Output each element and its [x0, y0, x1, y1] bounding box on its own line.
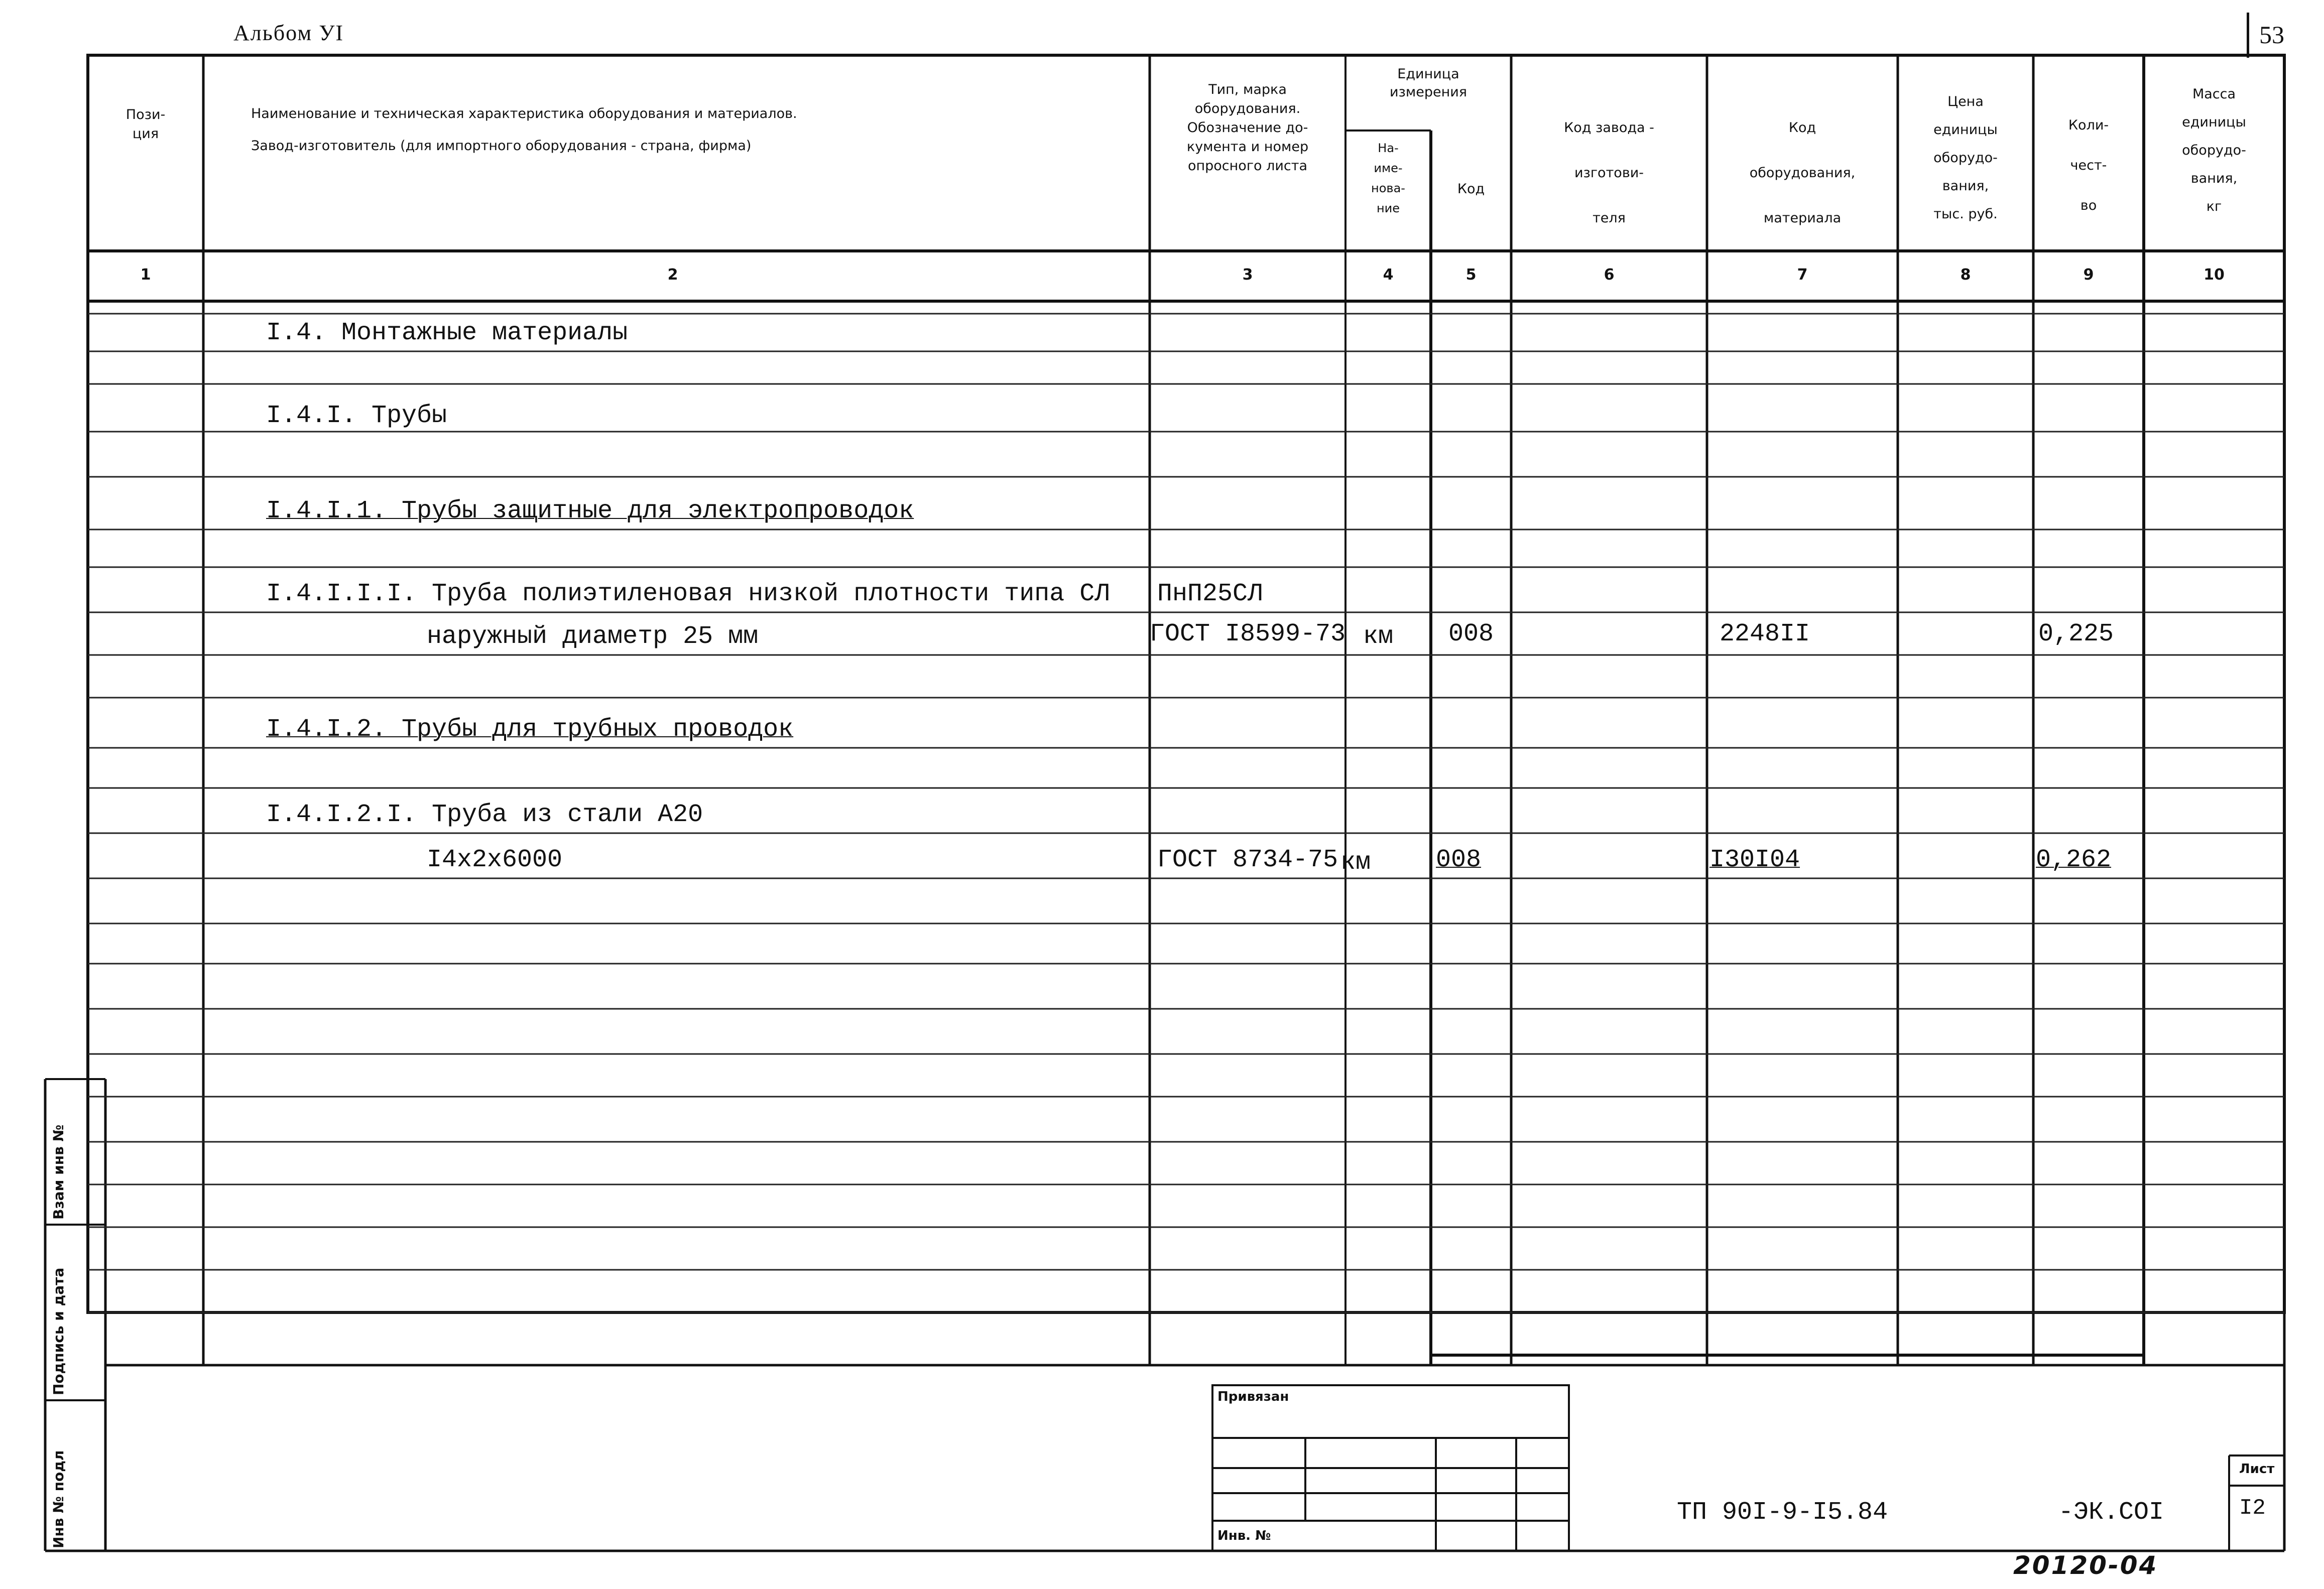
- col-number-4: 4: [1383, 266, 1394, 284]
- row-item-steel-pipe-unit-code: 008: [1436, 846, 1482, 874]
- album-label: Альбом УI: [233, 21, 344, 45]
- col-number-8: 8: [1960, 266, 1971, 284]
- row-item-steel-pipe-size: I4x2x6000: [427, 846, 563, 874]
- col-header-unit-group: Единица измерения: [1389, 66, 1467, 100]
- row-item-pe-pipe-diameter: наружный диаметр 25 мм: [427, 622, 759, 651]
- col-header-material-code: Код оборудования, материала: [1749, 120, 1856, 226]
- row-heading-tube-wiring-pipes: I.4.I.2. Трубы для трубных проводок: [266, 715, 794, 744]
- row-item-pe-pipe-material-code: 2248II: [1720, 620, 1810, 648]
- row-heading-pipes: I.4.I. Трубы: [266, 402, 447, 430]
- side-label-replace-inv: Взам инв №: [50, 1124, 67, 1220]
- col-number-3: 3: [1242, 266, 1253, 284]
- col-header-price: Цена единицы оборудо- вания, тыс. руб.: [1933, 94, 1998, 222]
- col-header-factory-code: Код завода - изготови- теля: [1564, 120, 1654, 226]
- col-number-6: 6: [1604, 266, 1615, 284]
- side-label-signature-date: Подпись и дата: [50, 1267, 67, 1395]
- col-number-5: 5: [1465, 266, 1477, 284]
- row-item-pe-pipe-unit-code: 008: [1448, 620, 1494, 648]
- col-number-7: 7: [1797, 266, 1808, 284]
- col-header-position: Пози- ция: [126, 107, 166, 142]
- row-item-steel-pipe-name: I.4.I.2.I. Труба из стали А20: [266, 801, 703, 829]
- page-number: 53: [2259, 21, 2284, 49]
- col-header-unit-name: На- име- нова- ние: [1371, 141, 1405, 215]
- stamp-inv-label: Инв. №: [1217, 1528, 1271, 1543]
- stamp-sheet-label: Лист: [2239, 1462, 2275, 1477]
- row-item-pe-pipe-name: I.4.I.I.I. Труба полиэтиленовая низкой плотности типа СЛ: [266, 580, 1110, 608]
- stamp-sheet-value: I2: [2239, 1496, 2266, 1521]
- stamp-privyazan-label: Привязан: [1217, 1389, 1289, 1404]
- row-heading-montage-materials: I.4. Монтажные материалы: [266, 319, 628, 347]
- row-item-pe-pipe-quantity: 0,225: [2038, 620, 2114, 648]
- row-item-steel-pipe-quantity: 0,262: [2036, 846, 2112, 874]
- side-label-inv-original: Инв № подл: [50, 1450, 67, 1548]
- row-item-pe-pipe-type: ПнП25СЛ: [1157, 580, 1263, 608]
- col-header-unit-code: Код: [1457, 181, 1485, 197]
- row-item-pe-pipe-standard: ГОСТ I8599-73: [1150, 620, 1346, 648]
- col-header-type: Тип, марка оборудования. Обозначение до- кумента и номер опросного листа: [1186, 82, 1309, 174]
- row-heading-protective-pipes: I.4.I.1. Трубы защитные для электропроводок: [266, 497, 914, 525]
- col-number-1: 1: [140, 266, 151, 284]
- row-item-steel-pipe-standard: ГОСТ 8734-75: [1157, 846, 1338, 874]
- col-number-10: 10: [2204, 266, 2225, 284]
- col-header-quantity: Коли- чест- во: [2068, 117, 2109, 213]
- col-header-name: Наименование и техническая характеристика оборудования и материалов. Завод-изготовитель (для импортного оборудования - страна, фирма): [251, 106, 797, 154]
- col-number-9: 9: [2083, 266, 2094, 284]
- row-item-steel-pipe-unit: км: [1340, 848, 1371, 877]
- stamp-doc-code: ТП 90I-9-I5.84: [1677, 1498, 1888, 1527]
- row-item-steel-pipe-material-code: I30I04: [1709, 846, 1800, 874]
- handwritten-number: 20120-04: [2013, 1551, 2158, 1580]
- stamp-doc-suffix: -ЭК.COI: [2058, 1498, 2164, 1527]
- row-item-pe-pipe-unit: км: [1363, 622, 1394, 651]
- col-number-2: 2: [667, 266, 678, 284]
- col-header-mass: Масса единицы оборудо- вания, кг: [2182, 86, 2246, 214]
